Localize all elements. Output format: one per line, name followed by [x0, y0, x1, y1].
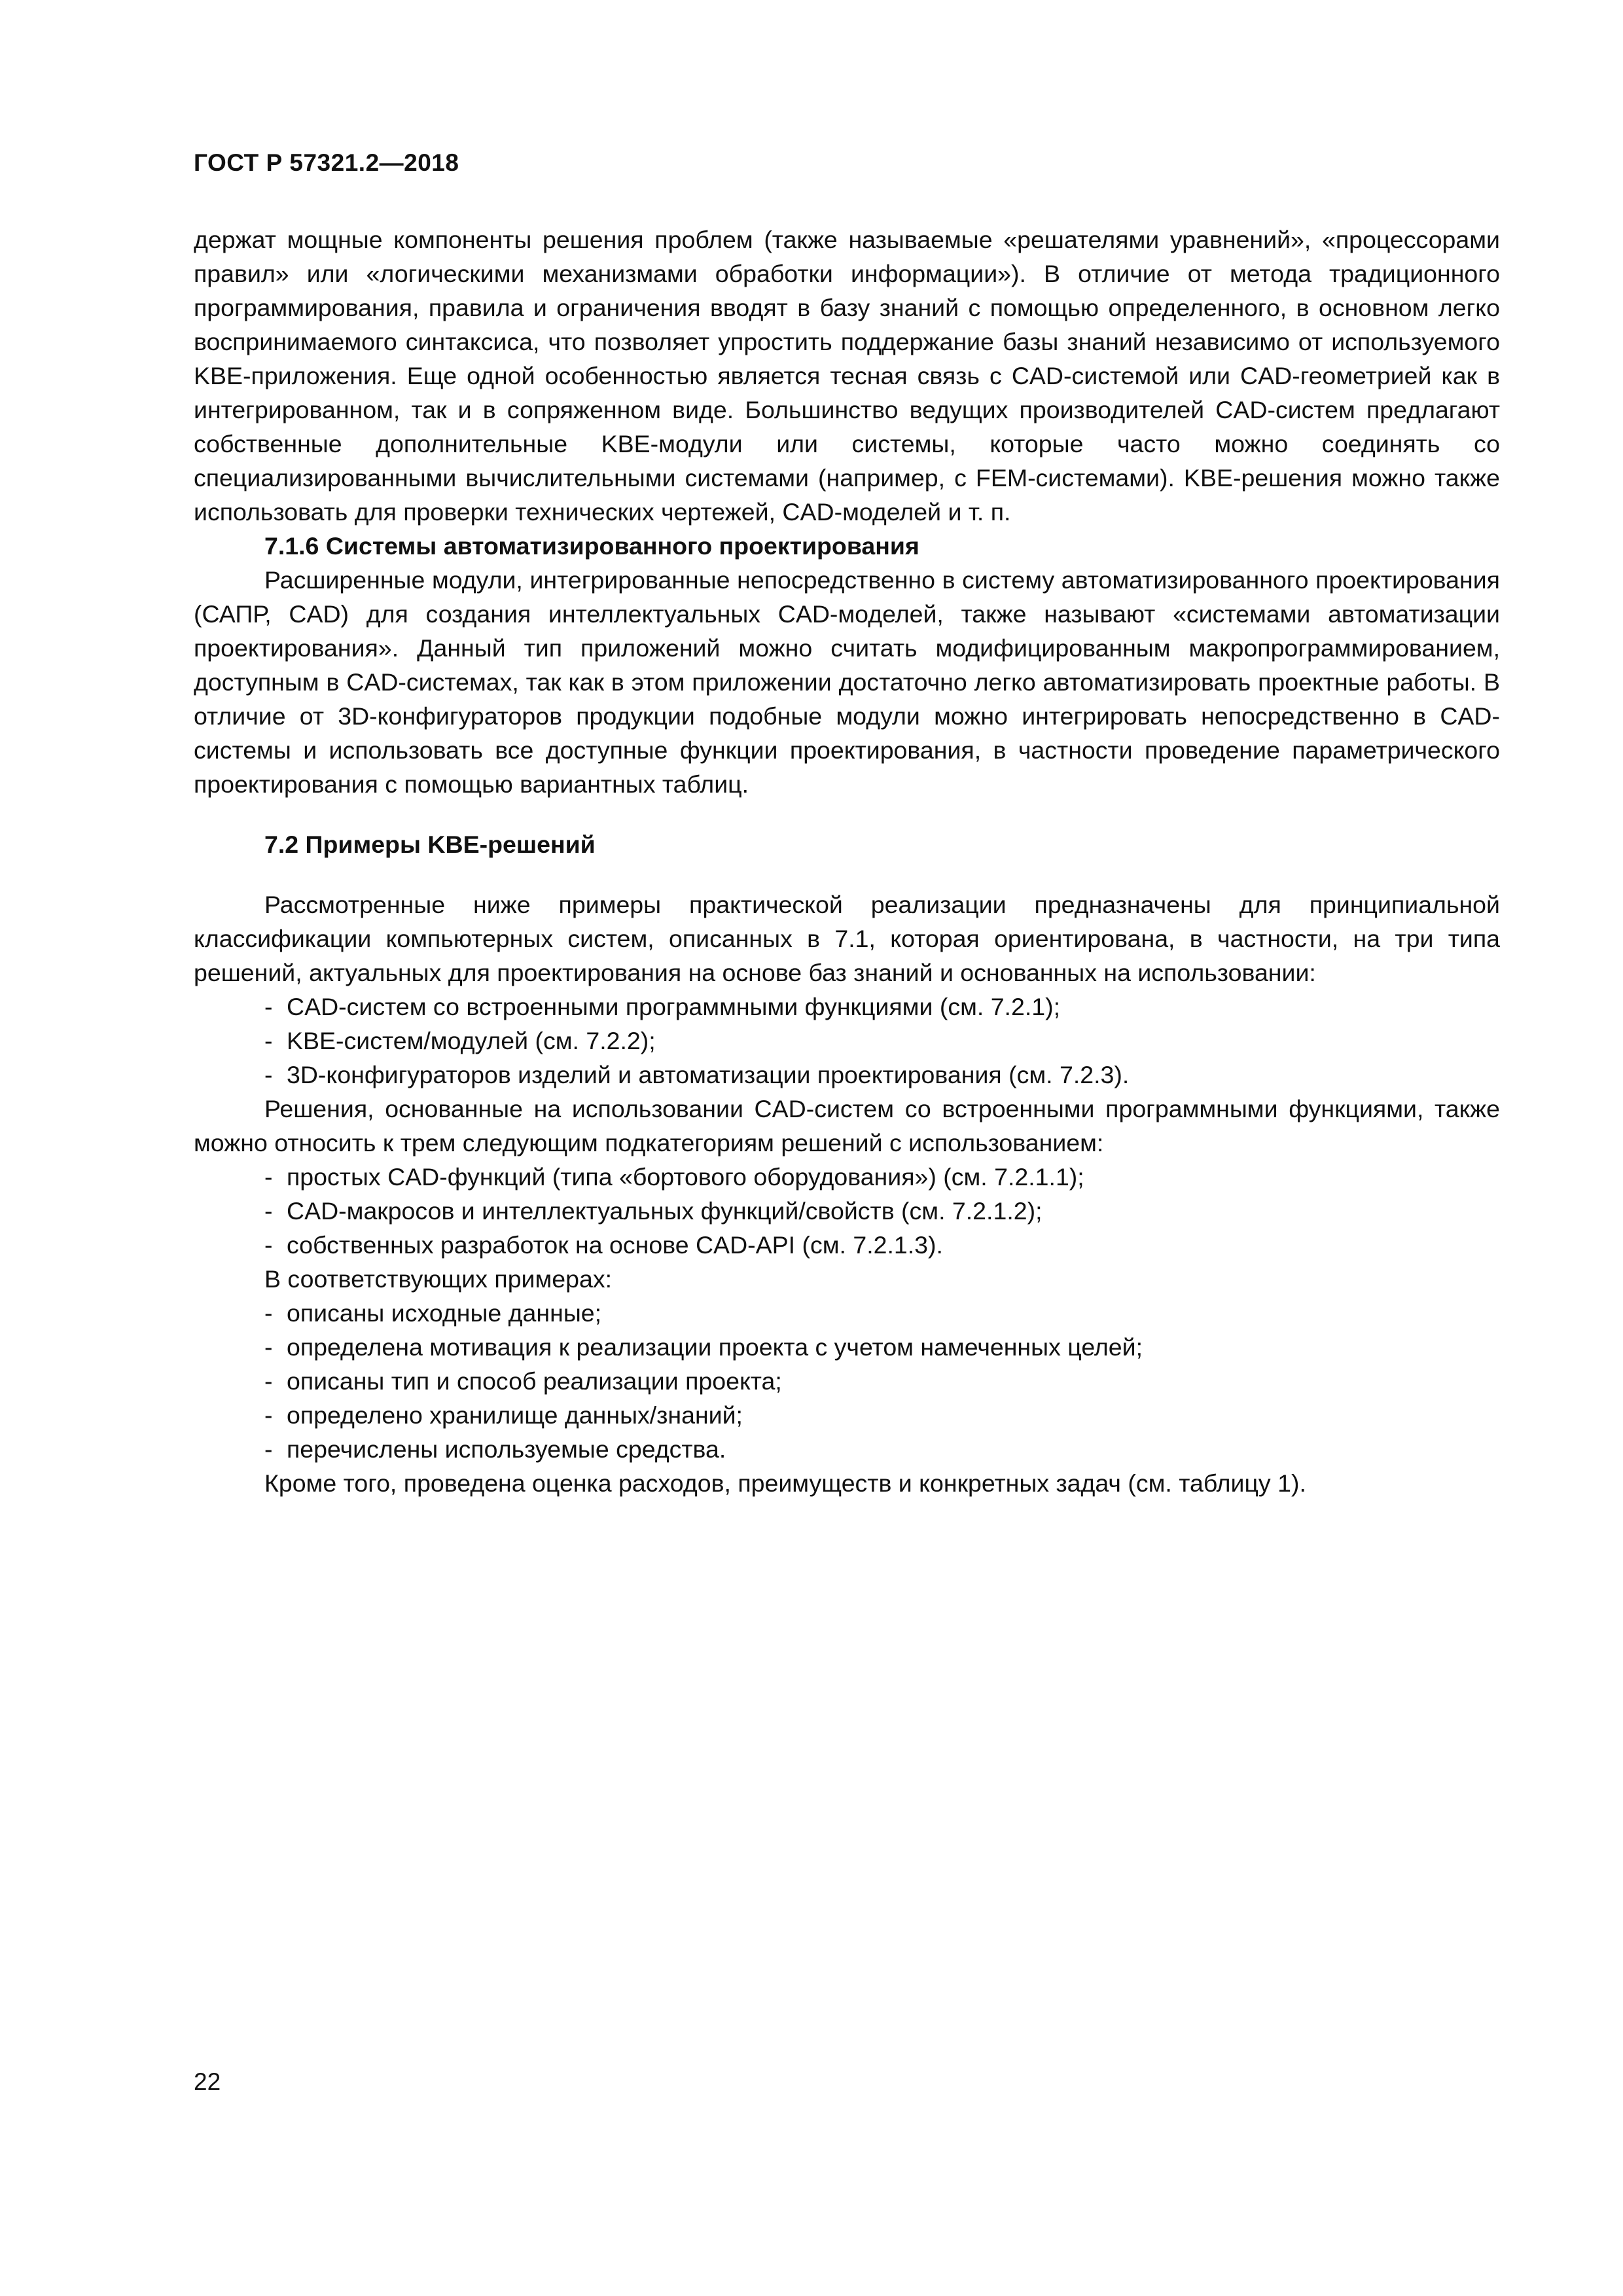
list-solution-types [194, 990, 1500, 1092]
list-item: - CAD-систем со встроенными программными функциями (см. 7.2.1); [264, 993, 1061, 1020]
list-example-contents [194, 1296, 1500, 1466]
list-item: - KBE-систем/модулей (см. 7.2.2); [264, 1027, 656, 1054]
list-item: - CAD-макросов и интеллектуальных функций/свойств (см. 7.2.1.2); [264, 1197, 1043, 1225]
paragraph-7-2-subcategories: Решения, основанные на использовании CAD-систем со встроенными программными функциями, также можно относить к трем следующим подкатегориям решений с использованием: [194, 1095, 1500, 1157]
paragraph-7-2-assessment: Кроме того, проведена оценка расходов, преимуществ и конкретных задач (см. таблицу 1). [264, 1469, 1306, 1497]
paragraph-7-1-6: Расширенные модули, интегрированные непосредственно в систему автоматизированного проектирования (САПР, CAD) для создания интеллектуальных CAD-моделей, также называют «системами автоматизации проектирования». Данный тип приложений можно считать модифицированным макропрограммированием, доступным в CAD-системах, так как в этом приложении достаточно легко автоматизировать проектные работы. В отличие от 3D-конфигураторов продукции подобные модули можно интегрировать непосредственно в CAD-системы и использовать все доступные функции проектирования, в частности проведение параметрического проектирования с помощью вариантных таблиц. [194, 566, 1500, 798]
document-body [194, 223, 1500, 1500]
list-item: - собственных разработок на основе CAD-API (см. 7.2.1.3). [264, 1231, 943, 1259]
paragraph-7-2-examples: В соответствующих примерах: [264, 1265, 613, 1293]
paragraph-continuation: держат мощные компоненты решения проблем (также называемые «решателями уравнений», «процессорами правил» или «логическими механизмами обработки информации»). В отличие от метода традиционного программирования, правила и ограничения вводят в базу знаний с помощью определенного, в основном легко воспринимаемого синтаксиса, что позволяет упростить поддержание базы знаний независимо от используемого KBE-приложения. Еще одной особенностью является тесная связь с CAD-системой или CAD-геометрией как в интегрированном, так и в сопряженном виде. Большинство ведущих производителей CAD-систем предлагают собственные дополнительные KBE-модули или системы, которые часто можно соединять со специализированными вычислительными системами (например, с FEM-системами). KBE-решения можно также использовать для проверки технических чертежей, CAD-моделей и т. п. [194, 226, 1500, 526]
page-number: 22 [194, 2068, 221, 2095]
list-item: - 3D-конфигураторов изделий и автоматизации проектирования (см. 7.2.3). [264, 1061, 1130, 1088]
list-subcategories [194, 1160, 1500, 1262]
list-item: - описаны исходные данные; [264, 1299, 602, 1327]
list-item: - определена мотивация к реализации проекта с учетом намеченных целей; [264, 1333, 1143, 1361]
list-item: - простых CAD-функций (типа «бортового оборудования») (см. 7.2.1.1); [264, 1163, 1084, 1191]
list-item: - описаны тип и способ реализации проекта; [264, 1367, 782, 1395]
document-header: ГОСТ Р 57321.2—2018 [194, 149, 459, 176]
list-item: - перечислены используемые средства. [264, 1435, 726, 1463]
paragraph-7-2-intro: Рассмотренные ниже примеры практической реализации предназначены для принципиальной классификации компьютерных систем, описанных в 7.1, которая ориентирована, в частности, на три типа решений, актуальных для проектирования на основе баз знаний и основанных на использовании: [194, 891, 1500, 986]
section-heading-7-2: 7.2 Примеры KBE-решений [264, 831, 596, 858]
list-item: - определено хранилище данных/знаний; [264, 1401, 743, 1429]
section-heading-7-1-6: 7.1.6 Системы автоматизированного проектирования [264, 532, 919, 560]
